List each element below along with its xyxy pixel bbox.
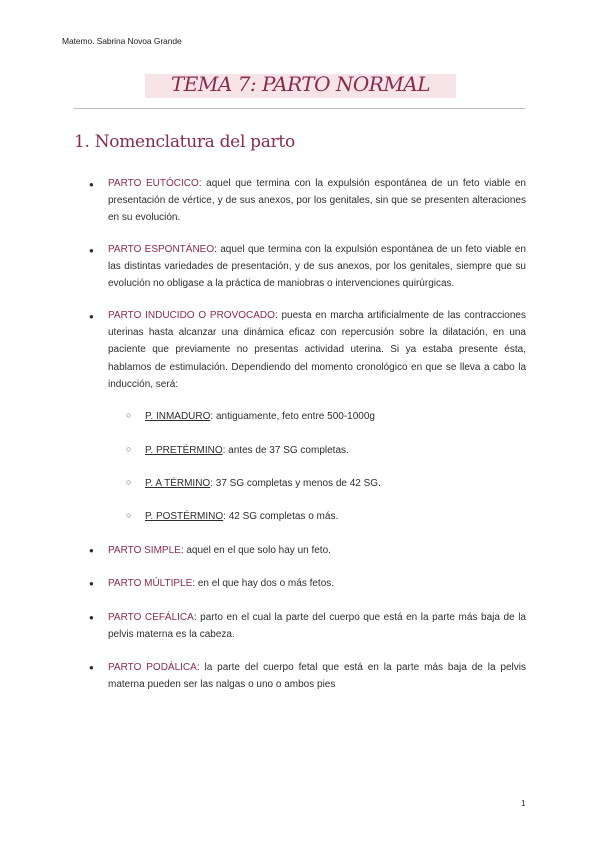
- page-number: 1: [521, 799, 526, 808]
- item-text: : aquel que termina con la expulsión espontánea de un feto viable en presentación de vértice, y de sus anexos, por los genitales, sin que se presenten alteraciones en su evolución.: [108, 178, 526, 224]
- item-term: PARTO PODÁLICA: [108, 662, 197, 673]
- bullet-icon: ●: [89, 312, 94, 321]
- item-term: PARTO SIMPLE: [108, 545, 181, 556]
- bullet-icon: ●: [89, 579, 94, 588]
- bullet-icon: ●: [89, 180, 94, 189]
- sub-item-text: : 37 SG completas y menos de 42 SG.: [210, 478, 381, 489]
- list-item: [108, 175, 526, 227]
- page-title: TEMA 7: PARTO NORMAL: [170, 72, 431, 96]
- sub-list-item: [145, 408, 375, 425]
- sub-item-term: P. PRETÉRMINO: [145, 445, 223, 456]
- list-item: [108, 659, 526, 693]
- sub-list-item: [145, 442, 349, 459]
- list-item: [108, 241, 526, 293]
- item-text: : la parte del cuerpo fetal que está en la parte más baja de la pelvis materna pueden ser las nalgas o uno o ambos pies: [108, 662, 526, 691]
- item-text: : aquel que termina con la expulsión espontánea de un feto viable en las distintas variedades de presentación, y de sus anexos, por los genitales, siempre que su evolución no obligase a la práctica de maniobras o intervenciones quirúrgicas.: [108, 244, 526, 290]
- list-item: [108, 307, 526, 393]
- sub-item-text: : 42 SG completas o más.: [223, 511, 339, 522]
- sub-item-term: P. POSTÉRMINO: [145, 511, 224, 522]
- header-author: Matemo. Sabrina Novoa Grande: [62, 36, 182, 46]
- circle-bullet-icon: ○: [126, 410, 132, 420]
- sub-item-text: : antes de 37 SG completas.: [222, 445, 349, 456]
- title-rule: [74, 108, 525, 109]
- item-text: : puesta en marcha artificialmente de las contracciones uterinas hasta alcanzar una dinámica eficaz con repercusión sobre la dilatación, en una paciente que previamente no presentas actividad uterina. Si ya estaba presente ésta, hablamos de estimulación. Dependiendo del momento cronológico en que se lleva a cabo la inducción, será:: [108, 310, 526, 390]
- item-term: PARTO ESPONTÁNEO: [108, 244, 215, 255]
- circle-bullet-icon: ○: [126, 510, 132, 520]
- sub-item-term: P. A TÉRMINO: [145, 478, 211, 489]
- item-term: PARTO EUTÓCICO: [108, 178, 199, 189]
- circle-bullet-icon: ○: [126, 477, 132, 487]
- item-term: PARTO CEFÁLICA: [108, 612, 194, 623]
- sub-item-term: P. INMADURO: [145, 411, 211, 422]
- section-heading: 1. Nomenclatura del parto: [74, 132, 295, 152]
- item-text: : en el que hay dos o más fetos.: [192, 578, 335, 589]
- list-item: [108, 542, 526, 559]
- item-term: PARTO MÚLTIPLE: [108, 578, 193, 589]
- sub-list-item: [145, 508, 338, 525]
- item-text: : aquel en el que solo hay un feto.: [180, 545, 331, 556]
- item-term: PARTO INDUCIDO O PROVOCADO: [108, 310, 275, 321]
- list-item: [108, 575, 526, 592]
- bullet-icon: ●: [89, 613, 94, 622]
- circle-bullet-icon: ○: [126, 444, 132, 454]
- sub-list-item: [145, 475, 381, 492]
- bullet-icon: ●: [89, 246, 94, 255]
- bullet-icon: ●: [89, 663, 94, 672]
- sub-item-text: : antiguamente, feto entre 500-1000g: [210, 411, 375, 422]
- list-item: [108, 609, 526, 643]
- item-text: : parto en el cual la parte del cuerpo que está en la parte más baja de la pelvis materna es la cabeza.: [108, 612, 526, 641]
- bullet-icon: ●: [89, 546, 94, 555]
